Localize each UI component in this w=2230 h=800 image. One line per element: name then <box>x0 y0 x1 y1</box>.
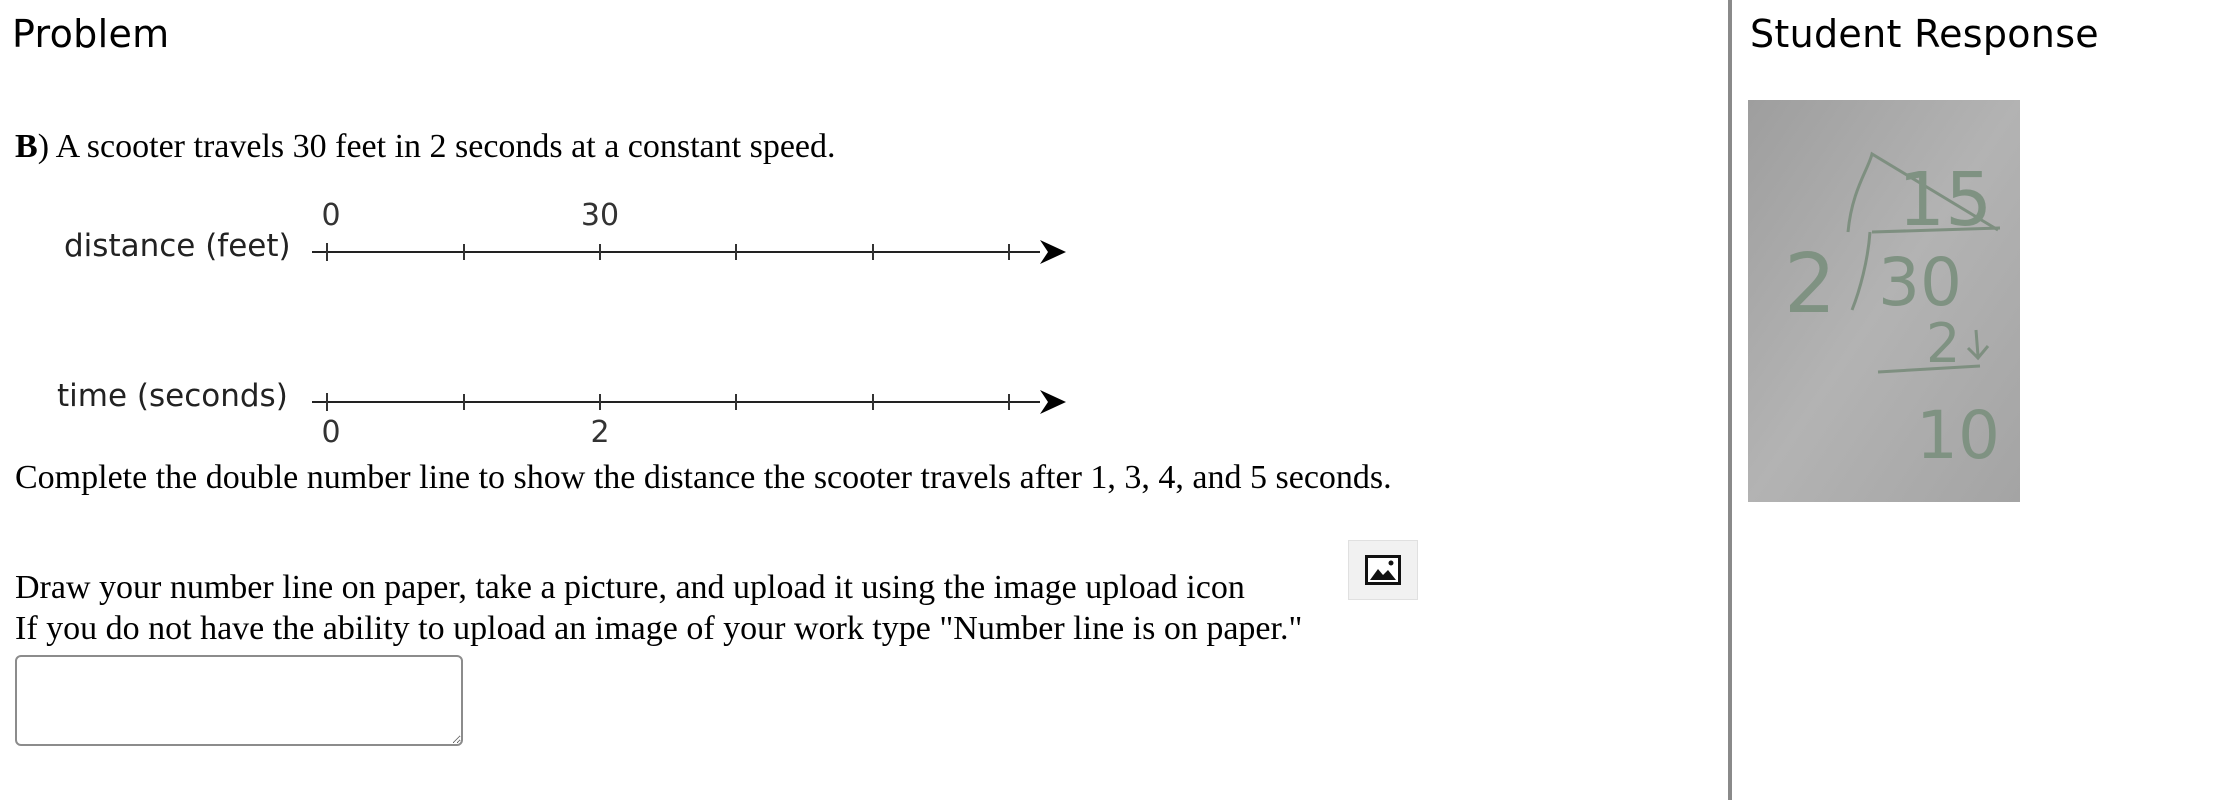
question-text <box>15 127 836 167</box>
response-heading: Student Response <box>1750 12 2099 56</box>
distance-axis-label: distance (feet) <box>64 228 291 264</box>
question-label: B <box>15 128 38 165</box>
student-work-photo <box>1748 100 2020 502</box>
handwritten-long-division <box>1748 100 2020 502</box>
no-upload-instruction-text: If you do not have the ability to upload an image of your work type "Number line is on paper." <box>15 610 1303 647</box>
response-pane <box>1732 0 2230 800</box>
time-tick-label: 2 <box>590 415 610 450</box>
time-axis-label: time (seconds) <box>57 378 288 414</box>
answer-textarea[interactable] <box>15 655 463 746</box>
divisor-digit: 2 <box>1784 237 1837 332</box>
dividend-digits: 30 <box>1878 244 1962 321</box>
distance-tick-label: 0 <box>321 198 341 233</box>
time-tick-label: 0 <box>321 415 341 450</box>
distance-tick-label: 30 <box>580 198 620 233</box>
question-body: ) A scooter travels 30 feet in 2 seconds at a constant speed. <box>37 128 836 165</box>
subtracted-digit: 2 <box>1926 312 1961 375</box>
problem-heading: Problem <box>12 12 170 56</box>
image-upload-icon[interactable] <box>1348 540 1418 600</box>
time-arrowhead <box>1040 390 1066 414</box>
distance-arrowhead <box>1040 240 1066 264</box>
draw-instruction-text: Draw your number line on paper, take a picture, and upload it using the image upload icon <box>15 569 1245 606</box>
double-number-line <box>0 195 1080 450</box>
image-icon <box>1365 555 1401 585</box>
remainder-digits: 10 <box>1916 397 2000 474</box>
quotient-digits: 15 <box>1898 157 1993 243</box>
instruction-text: Complete the double number line to show the distance the scooter travels after 1, 3, 4, and 5 seconds. <box>15 459 1392 496</box>
